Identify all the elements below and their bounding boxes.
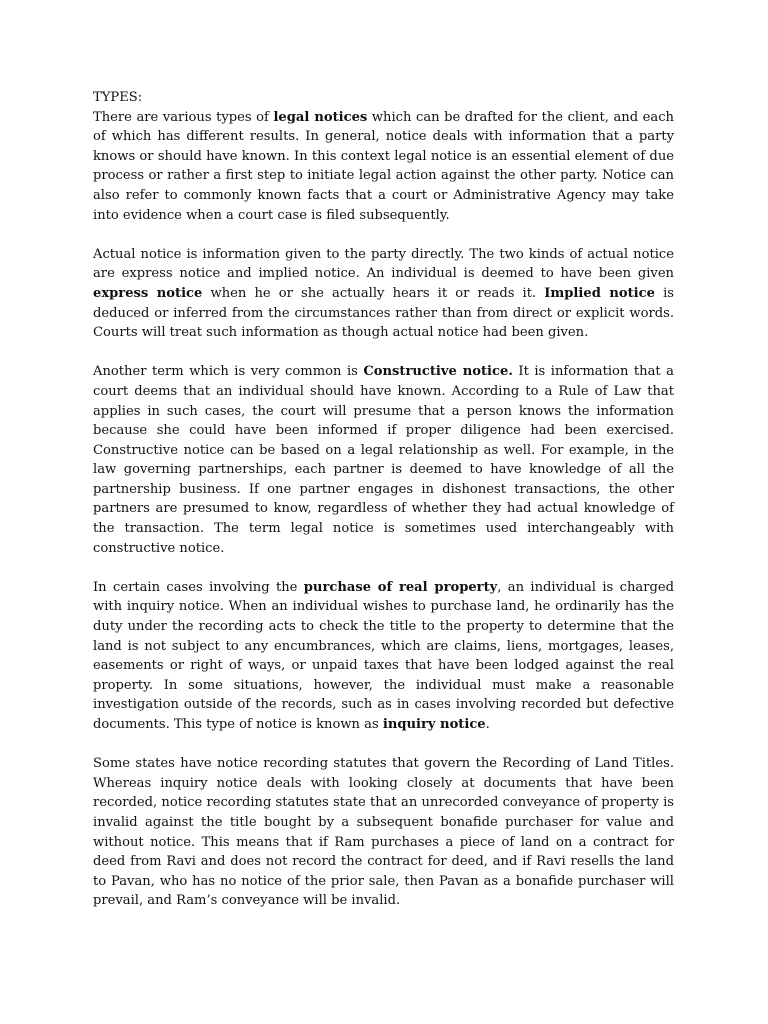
p4-text-3: . <box>485 717 490 732</box>
p5-text-1: Some states have notice recording statutes that govern the Recording of Land Titles. Whereas inquiry notice deals with looking closely at documents that have been recorded, notice recording statutes state that an unrecorded conveyance of property is invalid against the title bought by a subsequent bonafide purchaser for value and without notice. This means that if Ram purchases a piece of land on a contract for deed from Ravi and does not record the contract for deed, and if Ravi resells the land to Pavan, who has no notice of the prior sale, then Pavan as a bonafide purchaser will prevail, and Ram’s conveyance will be invalid. <box>93 756 674 909</box>
p1-bold-legal-notices: legal notices <box>273 109 368 125</box>
p4-text-2: , an individual is charged with inquiry notice. When an individual wishes to purchase land, he ordinarily has the duty under the recording acts to check the title to the property to determine that the land is not subject to any encumbrances, which are claims, liens, mortgages, leases, easements or right of ways, or unpaid taxes that have been lodged against the real property. In some situations, however, the individual must make a reasonable investigation outside of the records, such as in cases involving recorded but defective documents. This type of notice is known as <box>93 579 674 732</box>
p2-bold-express-notice: express notice <box>93 285 203 301</box>
p3-text-1: Another term which is very common is <box>93 364 364 380</box>
p4-bold-purchase-of-real-property: purchase of real property <box>303 579 498 595</box>
p2-bold-implied-notice: Implied notice <box>544 285 655 301</box>
paragraph-actual-notice <box>93 245 674 343</box>
paragraph-types-of-legal-notices <box>93 108 674 226</box>
p2-text-2: when he or she actually hears it or reads it. <box>202 285 545 301</box>
p2-text-1: Actual notice is information given to the party directly. The two kinds of actual notice are express notice and implied notice. An individual is deemed to have been given <box>93 246 674 282</box>
p3-text-2: It is information that a court deems that an individual should have known. According to a Rule of Law that applies in such cases, the court will presume that a person knows the information because she could have been informed if proper diligence had been exercised. Constructive notice can be based on a legal relationship as well. For example, in the law governing partnerships, each partner is deemed to have knowledge of all the partnership business. If one partner engages in dishonest transactions, the other partners are presumed to know, regardless of whether they had actual knowledge of the transaction. The term legal notice is sometimes used interchangeably with constructive notice. <box>93 364 674 556</box>
paragraph-inquiry-notice <box>93 578 674 735</box>
paragraph-notice-recording-statutes <box>93 754 674 911</box>
section-heading: TYPES: <box>93 90 143 105</box>
p1-text-2: which can be drafted for the client, and each of which has different results. In general, notice deals with information that a party knows or should have known. In this context legal notice is an essential element of due process or rather a first step to initiate legal action against the other party. Notice can also refer to commonly known facts that a court or Administrative Agency may take into evidence when a court case is filed subsequently. <box>93 109 674 223</box>
p1-text-1: There are various types of <box>93 109 274 125</box>
p3-bold-constructive-notice: Constructive notice. <box>363 364 513 380</box>
paragraph-constructive-notice <box>93 362 674 558</box>
p2-text-3: is deduced or inferred from the circumstances rather than from direct or explicit words. Courts will treat such information as though actual notice had been given. <box>93 285 674 341</box>
p4-text-1: In certain cases involving the <box>93 579 304 595</box>
p4-bold-inquiry-notice: inquiry notice <box>382 717 486 732</box>
